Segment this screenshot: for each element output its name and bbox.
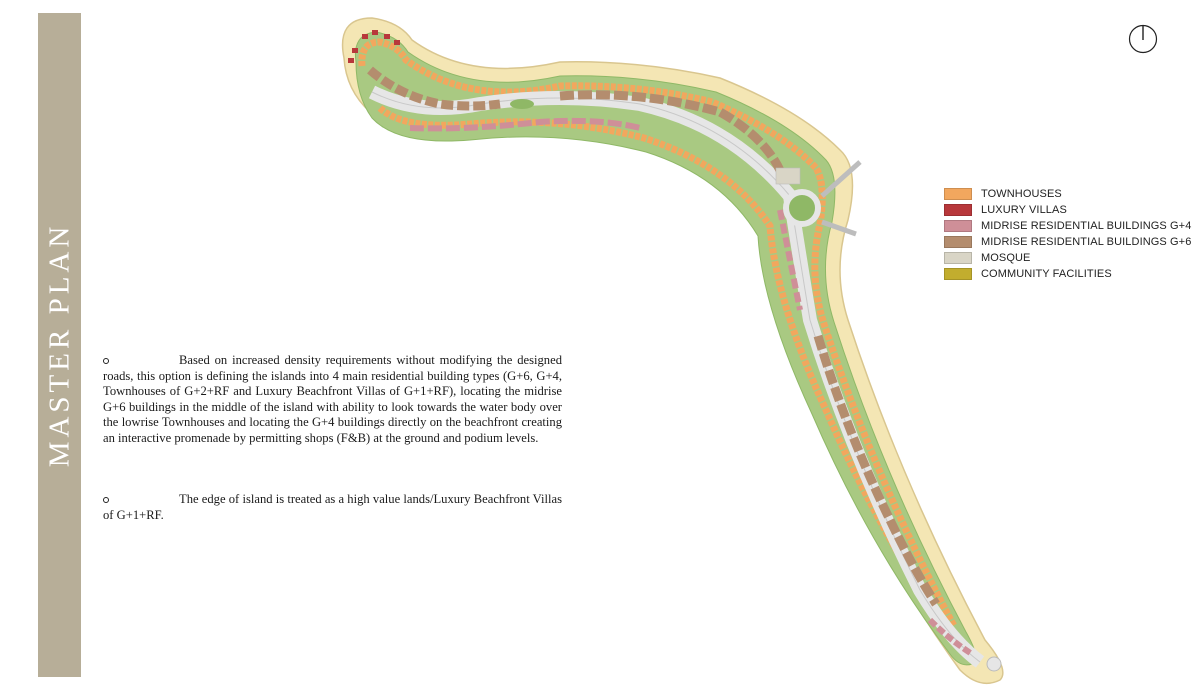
legend-label: MIDRISE RESIDENTIAL BUILDINGS G+4	[981, 220, 1192, 232]
legend-item-townhouses	[944, 186, 1191, 202]
legend-swatch	[944, 236, 972, 248]
legend-label: MIDRISE RESIDENTIAL BUILDINGS G+6	[981, 236, 1192, 248]
paragraph-1-text: Based on increased density requirements without modifying the designed roads, this option is defining the islands into 4 main residential building types (G+6, G+4, Townhouses of G+2+RF and Luxury Beachfront Villas of G+1+RF), locating the midrise G+6 buildings in the middle of the island with ability to look towards the water body over the lowrise Townhouses and locating the G+4 buildings directly on the beachfront creating an interactive promenade by permitting shops (F&B) at the ground and podium levels.	[103, 353, 562, 445]
legend-item-mosque	[944, 250, 1191, 266]
legend-item-community-facilities	[944, 266, 1191, 282]
legend-item-midrise-g4	[944, 218, 1191, 234]
legend-item-luxury-villas	[944, 202, 1191, 218]
legend-label: LUXURY VILLAS	[981, 204, 1067, 216]
townhouse-inner-ring	[380, 108, 962, 650]
legend-swatch	[944, 252, 972, 264]
page-title: MASTER PLAN	[43, 222, 75, 468]
north-arrow-icon	[1128, 24, 1158, 54]
legend-swatch	[944, 204, 972, 216]
legend-swatch	[944, 220, 972, 232]
south-tip-plaza	[987, 657, 1001, 671]
map-legend	[944, 186, 1191, 282]
legend-swatch	[944, 188, 972, 200]
legend-item-midrise-g6	[944, 234, 1191, 250]
legend-label: TOWNHOUSES	[981, 188, 1062, 200]
legend-label: COMMUNITY FACILITIES	[981, 268, 1112, 280]
central-plaza	[510, 99, 534, 109]
mosque-site	[776, 168, 800, 184]
main-road	[372, 92, 980, 662]
legend-swatch	[944, 268, 972, 280]
roundabout	[786, 192, 818, 224]
paragraph-2-text: The edge of island is treated as a high value lands/Luxury Beachfront Villas of G+1+RF.	[103, 492, 562, 522]
legend-label: MOSQUE	[981, 252, 1031, 264]
main-road-edge	[372, 92, 980, 662]
